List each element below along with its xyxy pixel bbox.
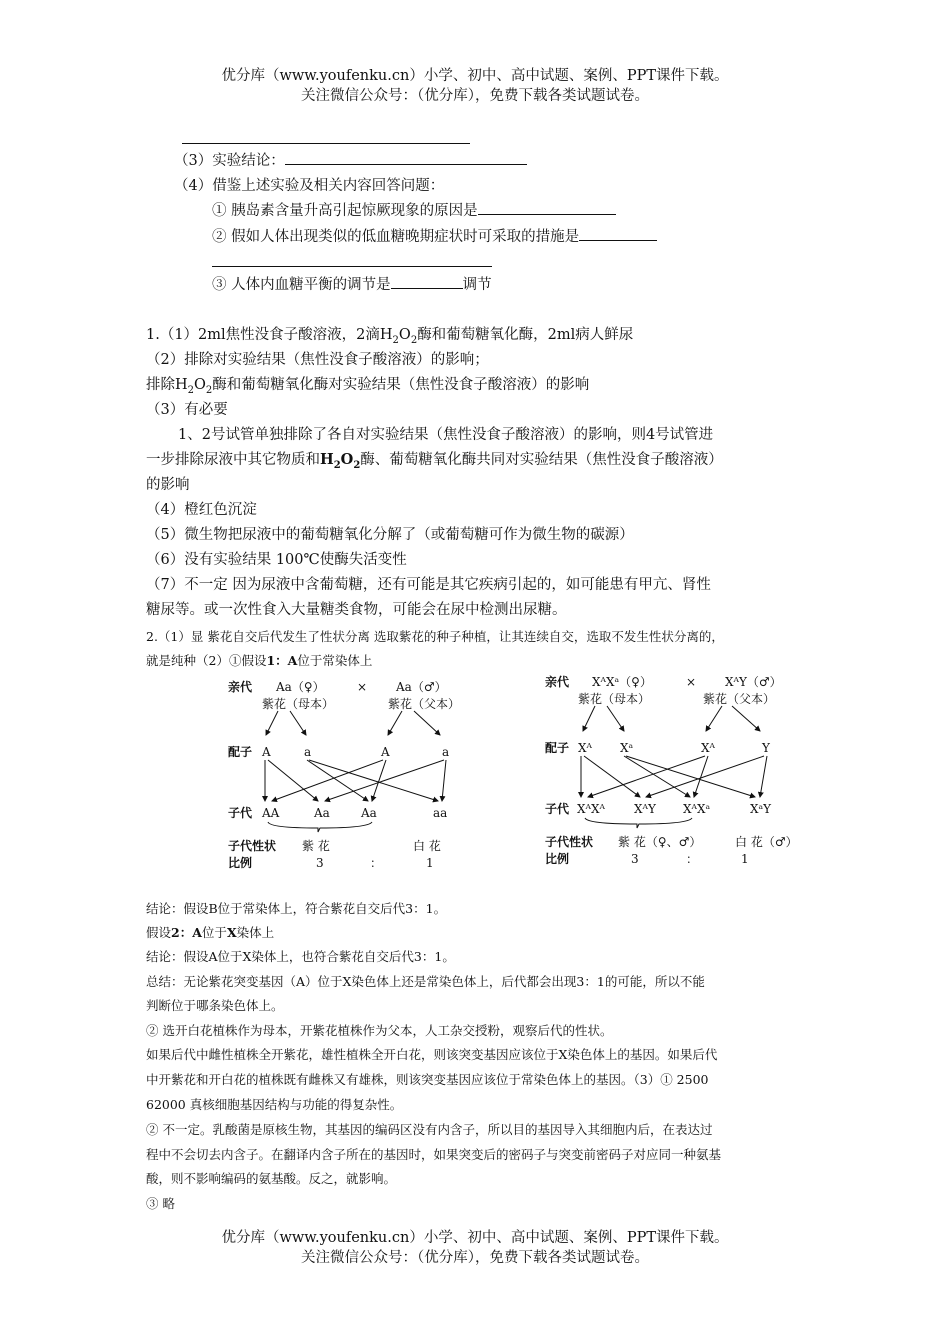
footer-line-2: 关注微信公众号：（优分库），免费下载各类试题试卷。 [301, 1250, 649, 1266]
gamete: A [262, 745, 271, 759]
summary-line-1: 总结：无论紫花突变基因（A）位于X染色体上还是常染色体上，后代都会出现3：1的可能，所以不能 [146, 974, 705, 989]
answer-1-line-7: 的影响 [146, 477, 190, 493]
parent-female: Aa（♀） [276, 680, 325, 694]
ratio-label: 比例 [228, 856, 253, 870]
gamete-label: 配子 [545, 741, 570, 755]
offspring-genotype: XᴬY [634, 802, 656, 816]
offspring-label: 子代 [545, 802, 570, 816]
trait-label: 子代性状 [228, 839, 277, 853]
offspring-genotype: Aa [361, 806, 377, 820]
parent-label: 亲代 [545, 675, 570, 689]
answer-2-line-1: 2.（1）显 紫花自交后代发生了性状分离 选取紫花的种子种植，让其连续自交，选取不发生性状分离的， [146, 629, 724, 644]
answer-1-line-5: 1、2号试管单独排除了各自对实验结果（焦性没食子酸溶液）的影响，则4号试管进 [178, 427, 714, 443]
ratio-purple: 3 [631, 852, 639, 866]
note-line-1: ② 不一定。乳酸菌是原核生物，其基因的编码区没有内含子，所以目的基因导入其细胞内后，在表达过 [146, 1122, 713, 1137]
answer-1-line-11: （7）不一定 因为尿液中含葡萄糖，还有可能是其它疾病引起的，如可能患有甲亢、肾性 [146, 577, 711, 593]
ratio-colon: ： [686, 852, 699, 866]
question-3-text: （3）实验结论： [174, 153, 285, 169]
offspring-genotype: XᴬXᵃ [683, 802, 711, 816]
ratio-purple: 3 [316, 856, 324, 870]
note-line-4: ③ 略 [146, 1196, 175, 1211]
offspring-genotype: AA [262, 806, 280, 820]
footer-line-1: 优分库（www.youfenku.cn）小学、初中、高中试题、案例、PPT课件下载。 [221, 1230, 729, 1246]
method-2: ② 选开白花植株作为母本，开紫花植株作为父本，人工杂交授粉，观察后代的性状。 [146, 1023, 613, 1038]
ratio-label: 比例 [545, 852, 570, 866]
father-phenotype: 紫花（父本） [703, 692, 776, 706]
mother-phenotype: 紫花（母本） [262, 697, 335, 711]
ratio-white: 1 [741, 852, 749, 866]
mother-phenotype: 紫花（母本） [578, 692, 651, 706]
trait-label: 子代性状 [545, 835, 594, 849]
parent-male: Aa（♂） [396, 680, 447, 694]
answer-1-line-10: （6）没有实验结果 100℃使酶失活变性 [146, 552, 407, 568]
parent-female: XᴬXᵃ（♀） [592, 675, 652, 689]
gamete: Xᴬ [701, 741, 715, 755]
conclusion-2: 结论：假设A位于X染体上，也符合紫花自交后代3：1。 [146, 949, 455, 964]
offspring-genotype: Aa [314, 806, 330, 820]
answer-1-line-6: 一步排除尿液中其它物质和$H_2O_2$酶、葡萄糖氧化酶共同对实验结果（焦性没食子酸溶液） [146, 451, 723, 471]
result-line-3: 62000 真核细胞基因结构与功能的得复杂性。 [146, 1097, 403, 1112]
header-line-1: 优分库（www.youfenku.cn）小学、初中、高中试题、案例、PPT课件下载。 [221, 68, 729, 84]
result-line-2: 中开紫花和开白花的植株既有雌株又有雄株，则该突变基因应该位于常染色体上的基因。（3）① 2500 [146, 1072, 709, 1087]
answer-1-line-3: 排除$H_2O_2$酶和葡萄糖氧化酶对实验结果（焦性没食子酸溶液）的影响 [146, 377, 590, 396]
trait-white: 白 花 [413, 839, 441, 853]
sub-question-1-text: ① 胰岛素含量升高引起惊厥现象的原因是 [212, 203, 478, 219]
result-line-1: 如果后代中雌性植株全开紫花，雄性植株全开白花，则该突变基因应该位于X染色体上的基因。如果后代 [146, 1047, 718, 1062]
ratio-colon: ： [370, 856, 383, 870]
sub-question-3-text: ③ 人体内血糖平衡的调节是 [212, 277, 391, 293]
gamete: Xᴬ [578, 741, 592, 755]
gamete: Xᵃ [620, 741, 634, 755]
answer-1-line-12: 糖尿等。或一次性食入大量糖类食物，可能会在尿中检测出尿糖。 [146, 602, 567, 618]
offspring-genotype: XᴬXᴬ [577, 802, 605, 816]
question-4: （4）借鉴上述实验及相关内容回答问题： [174, 178, 445, 194]
sub-question-2-text: ② 假如人体出现类似的低血糖晚期症状时可采取的措施是 [212, 229, 580, 245]
trait-white: 白 花（♂） [735, 835, 798, 849]
offspring-label: 子代 [228, 806, 253, 820]
offspring-genotype: aa [433, 806, 448, 820]
cross-symbol: × [686, 675, 697, 689]
father-phenotype: 紫花（父本） [388, 697, 461, 711]
conclusion-1: 结论：假设B位于常染体上，符合紫花自交后代3：1。 [146, 901, 447, 916]
gamete-label: 配子 [228, 745, 253, 759]
summary-line-2: 判断位于哪条染色体上。 [146, 998, 284, 1013]
gamete: a [442, 745, 450, 759]
answer-2-line-2: 就是纯种（2）①假设1：A位于常染体上 [146, 653, 373, 668]
sub-question-3-suffix: 调节 [462, 277, 492, 293]
gamete: Y [762, 741, 770, 755]
parent-male: XᴬY（♂） [725, 675, 782, 689]
answer-1-line-2: （2）排除对实验结果（焦性没食子酸溶液）的影响； [146, 352, 489, 368]
trait-purple: 紫 花（♀、♂） [618, 835, 702, 849]
parent-label: 亲代 [228, 680, 253, 694]
offspring-genotype: XᵃY [750, 802, 772, 816]
header-line-2: 关注微信公众号：（优分库），免费下载各类试题试卷。 [301, 88, 649, 104]
answer-1-line-9: （5）微生物把尿液中的葡萄糖氧化分解了（或葡萄糖可作为微生物的碳源） [146, 527, 634, 543]
note-line-3: 酸，则不影响编码的氨基酸。反之，就影响。 [146, 1171, 397, 1186]
ratio-white: 1 [426, 856, 434, 870]
trait-purple: 紫 花 [302, 839, 330, 853]
answer-1-line-1: 1.（1）2ml焦性没食子酸溶液，2滴$H_2O_2$酶和葡萄糖氧化酶，2ml病人鲜尿 [146, 327, 634, 346]
answer-1-line-4: （3）有必要 [146, 402, 228, 418]
note-line-2: 程中不会切去内含子。在翻译内含子所在的基因时，如果突变后的密码子与突变前密码子对应同一种氨基 [146, 1147, 722, 1162]
gamete: a [304, 745, 312, 759]
hypothesis-2: 假设2：A位于X染体上 [146, 925, 275, 940]
gamete: A [381, 745, 390, 759]
cross-symbol: × [357, 680, 368, 694]
answer-1-line-8: （4）橙红色沉淀 [146, 502, 257, 518]
